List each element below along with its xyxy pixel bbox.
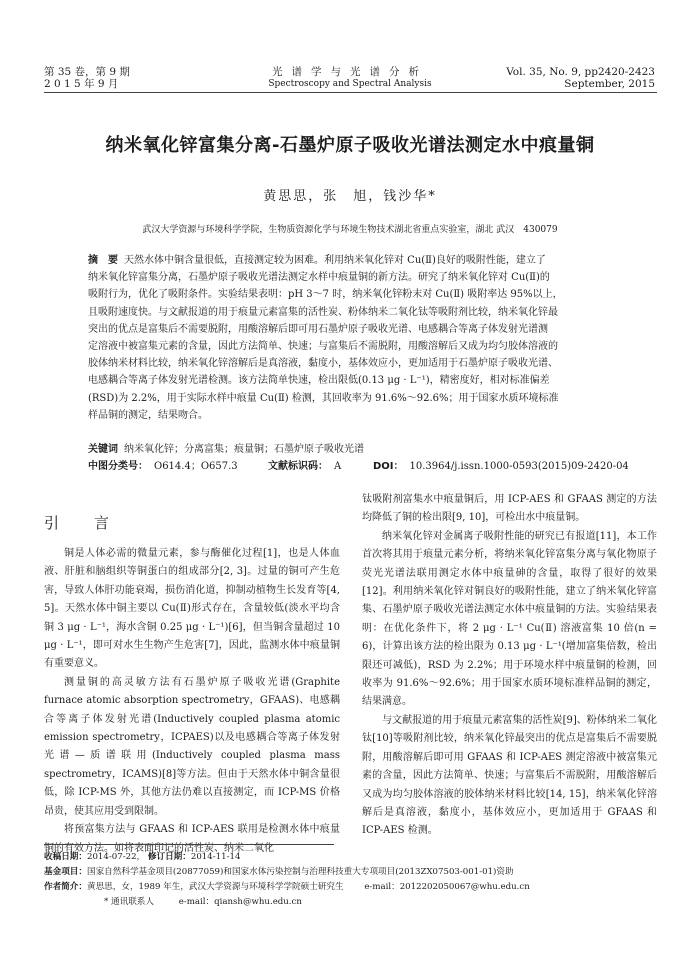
received-date: 2014-07-22， [86, 852, 146, 862]
corresponding-email: e-mail：qiansh@whu.edu.cn [178, 897, 302, 907]
abstract-line: 纳米氧化锌富集分离，石墨炉原子吸收光谱法测定水样中痕量铜的新方法。研究了纳米氧化锌对 Cu(Ⅱ)的 [88, 272, 550, 284]
dates-line [44, 850, 657, 865]
classification-line [88, 459, 648, 474]
received-label: 收稿日期： [44, 852, 87, 862]
header-rule [44, 92, 657, 93]
author-email: e-mail：2012202050067@whu.edu.cn [364, 882, 530, 892]
right-column [362, 491, 657, 841]
author-list: 黄思思，张 旭，钱沙华* [263, 189, 437, 204]
revised-date: 2014-11-14 [190, 852, 241, 862]
author-bio-label: 作者简介： [44, 882, 87, 892]
publication-date: 2 0 1 5 年 9 月 [44, 78, 119, 90]
abstract-label: 摘 要 [88, 255, 118, 266]
keywords-label: 关键词 [88, 444, 118, 455]
abstract-line: 胶体纳米材料比较，纳米氧化锌溶解后是真溶液，黏度小，基体效应小，更加适用于石墨炉原子吸收光谱、 [88, 358, 558, 370]
paragraph: 纳米氧化锌对金属离子吸附性能的研究已有报道[11]，本工作首次将其用于痕量元素分析，将纳米氧化锌富集分离与氧化物原子荧光光谱法联用测定水体中痕量砷的含量，取得了很好的效果[12]。利用纳米氧化锌对铜良好的吸附性能，建立了纳米氧化锌富集、石墨炉原子吸收光谱法测定水体中痕量铜的方法。实验结果表明：在优化条件下，将 2 μg · L⁻¹ Cu(Ⅱ) 溶液富集 10 倍(n = 6)，计算出该方法的检出限为 0.13 μg · L⁻¹(增加富集倍数，检出限还可减低)，RSD 为 2.2%；用于环境水样中痕量铜的检测，回收率为 91.6%～92.6%；用于国家水质环境标准样品铜的测定，结果满意。 [362, 530, 657, 708]
fund-label: 基金项目： [44, 867, 87, 877]
corresponding-label: * 通讯联系人 [104, 897, 154, 907]
journal-pages-info [506, 66, 655, 90]
corresponding-line [44, 895, 657, 910]
abstract-line: 电感耦合等离子体发射光谱检测。该方法简单快速，检出限低(0.13 μg · L⁻¹)，精密度好，相对标准偏差 [88, 375, 550, 387]
clc-value: O614.4；O657.3 [154, 461, 238, 472]
paragraph: 铜是人体必需的微量元素，参与酶催化过程[1]，也是人体血液、肝脏和脑组织等铜蛋白的组成部分[2, 3]。过量的铜可产生危害，导致人体肝功能衰竭，损伤消化道，抑制动植物生长发育等[4, 5]。天然水体中铜主要以 Cu(Ⅱ)形式存在，含量较低(淡水平均含铜 3 μg · L⁻¹，海水含铜 0.25 μg · L⁻¹)[6]，但当铜含量超过 10 μg · L⁻¹，即可对水生生物产生危害[7]，因此，监测水体中痕量铜有重要意义。 [44, 548, 340, 670]
volume-issue: 第 35 卷，第 9 期 [44, 66, 130, 78]
fund-text: 国家自然科学基金项目(20877059)和国家水体污染控制与治理科技重大专项项目(2013ZX07503-001-01)资助 [86, 867, 514, 877]
abstract-line: 且吸附速度快。与文献报道的用于痕量元素富集的活性炭、粉体纳米二氧化钛等吸附剂比较，纳米氧化锌最 [88, 306, 558, 318]
journal-name-cn: 光谱学与光谱分析 [272, 66, 428, 78]
author-bio-text: 黄思思，女，1989 年生，武汉大学资源与环境科学学院硕士研究生 [86, 882, 344, 892]
doc-code-value: A [334, 461, 342, 472]
fund-line [44, 865, 657, 880]
affiliation: 武汉大学资源与环境科学学院，生物质资源化学与环境生物技术湖北省重点实验室，湖北 武汉 430079 [142, 225, 558, 235]
abstract-line: (RSD)为 2.2%，用于实际水样中痕量 Cu(Ⅱ) 检测，其回收率为 91.6%～92.6%；用于国家水质环境标准 [88, 392, 559, 404]
abstract-line: 吸附行为，优化了吸附条件。实验结果表明：pH 3～7 时，纳米氧化锌粉末对 Cu(Ⅱ) 吸附率达 95%以上， [88, 289, 563, 301]
publication-month: September, 2015 [564, 78, 655, 90]
revised-label: 修订日期： [147, 852, 191, 862]
keywords-text: 纳米氧化锌；分离富集；痕量铜；石墨炉原子吸收光谱 [124, 444, 364, 455]
abstract-line: 样品铜的测定，结果吻合。 [88, 409, 208, 421]
volume-pages: Vol. 35, No. 9, pp2420-2423 [506, 66, 655, 78]
keywords [88, 442, 613, 457]
paper-title: 纳米氧化锌富集分离-石墨炉原子吸收光谱法测定水中痕量铜 [105, 135, 595, 156]
abstract-line: 天然水体中铜含量很低，直接测定较为困难。利用纳米氧化锌对 Cu(Ⅱ)良好的吸附性能，建立了 [124, 255, 546, 266]
abstract-line: 定溶液中被富集元素的含量，因此方法简单、快速；与富集后不需脱附，用酸溶解后又成为均匀胶体溶液的 [88, 341, 558, 353]
paragraph: 将预富集方法与 GFAAS 和 ICP-AES 联用是检测水体中痕量铜的有效方法。如将表面印记的活性炭、纳米二氧化 [44, 824, 340, 854]
section-heading-introduction: 引 言 [44, 514, 120, 532]
footnotes [44, 850, 657, 910]
doi-value: 10.3964/j.issn.1000-0593(2015)09-2420-04 [409, 461, 629, 472]
abstract-line: 突出的优点是富集后不需要脱附，用酸溶解后即可用石墨炉原子吸收光谱、电感耦合等离子体发射光谱测 [88, 323, 548, 335]
left-column [44, 545, 340, 858]
doi-label: DOI： [373, 461, 404, 472]
abstract [88, 252, 613, 424]
paragraph: 钛吸附剂富集水中痕量铜后，用 ICP-AES 和 GFAAS 测定的方法均降低了铜的检出限[9, 10]，可检出水中痕量铜。 [362, 494, 657, 524]
paragraph: 测量铜的高灵敏方法有石墨炉原子吸收光谱(Graphite furnace atomic absorption spectrometry，GFAAS)、电感耦合等离子体发射光谱(Inductively coupled plasma atomic emission spectrometry，ICPAES)以及电感耦合等离子体发射光谱—质谱联用(Inductively coupled plasma mass spectrometry，ICAMS)[8]等方法。但由于天然水体中铜含量很低，除 ICP-MS 外，其他方法仍难以直接测定，而 ICP-MS 价格昂贵，使其应用受到限制。 [44, 676, 340, 817]
clc-label: 中图分类号： [88, 461, 148, 472]
footnote-rule [44, 844, 334, 845]
journal-name-en: Spectroscopy and Spectral Analysis [268, 79, 432, 89]
paragraph: 与文献报道的用于痕量元素富集的活性炭[9]、粉体纳米二氧化钛[10]等吸附剂比较，纳米氧化锌最突出的优点是富集后不需要脱附，用酸溶解后即可用 GFAAS 和 ICP-AES 测定溶液中被富集元素的含量，因此方法简单、快速；与富集后不需脱附，用酸溶解后又成为均匀胶体溶液的胶体纳米材料比较[14, 15]，纳米氧化锌溶解后是真溶液，黏度小，基体效应小，更加适用于 GFAAS 和 ICP-AES 检测。 [362, 714, 657, 837]
author-bio-line [44, 880, 657, 895]
doc-code-label: 文献标识码： [268, 461, 328, 472]
